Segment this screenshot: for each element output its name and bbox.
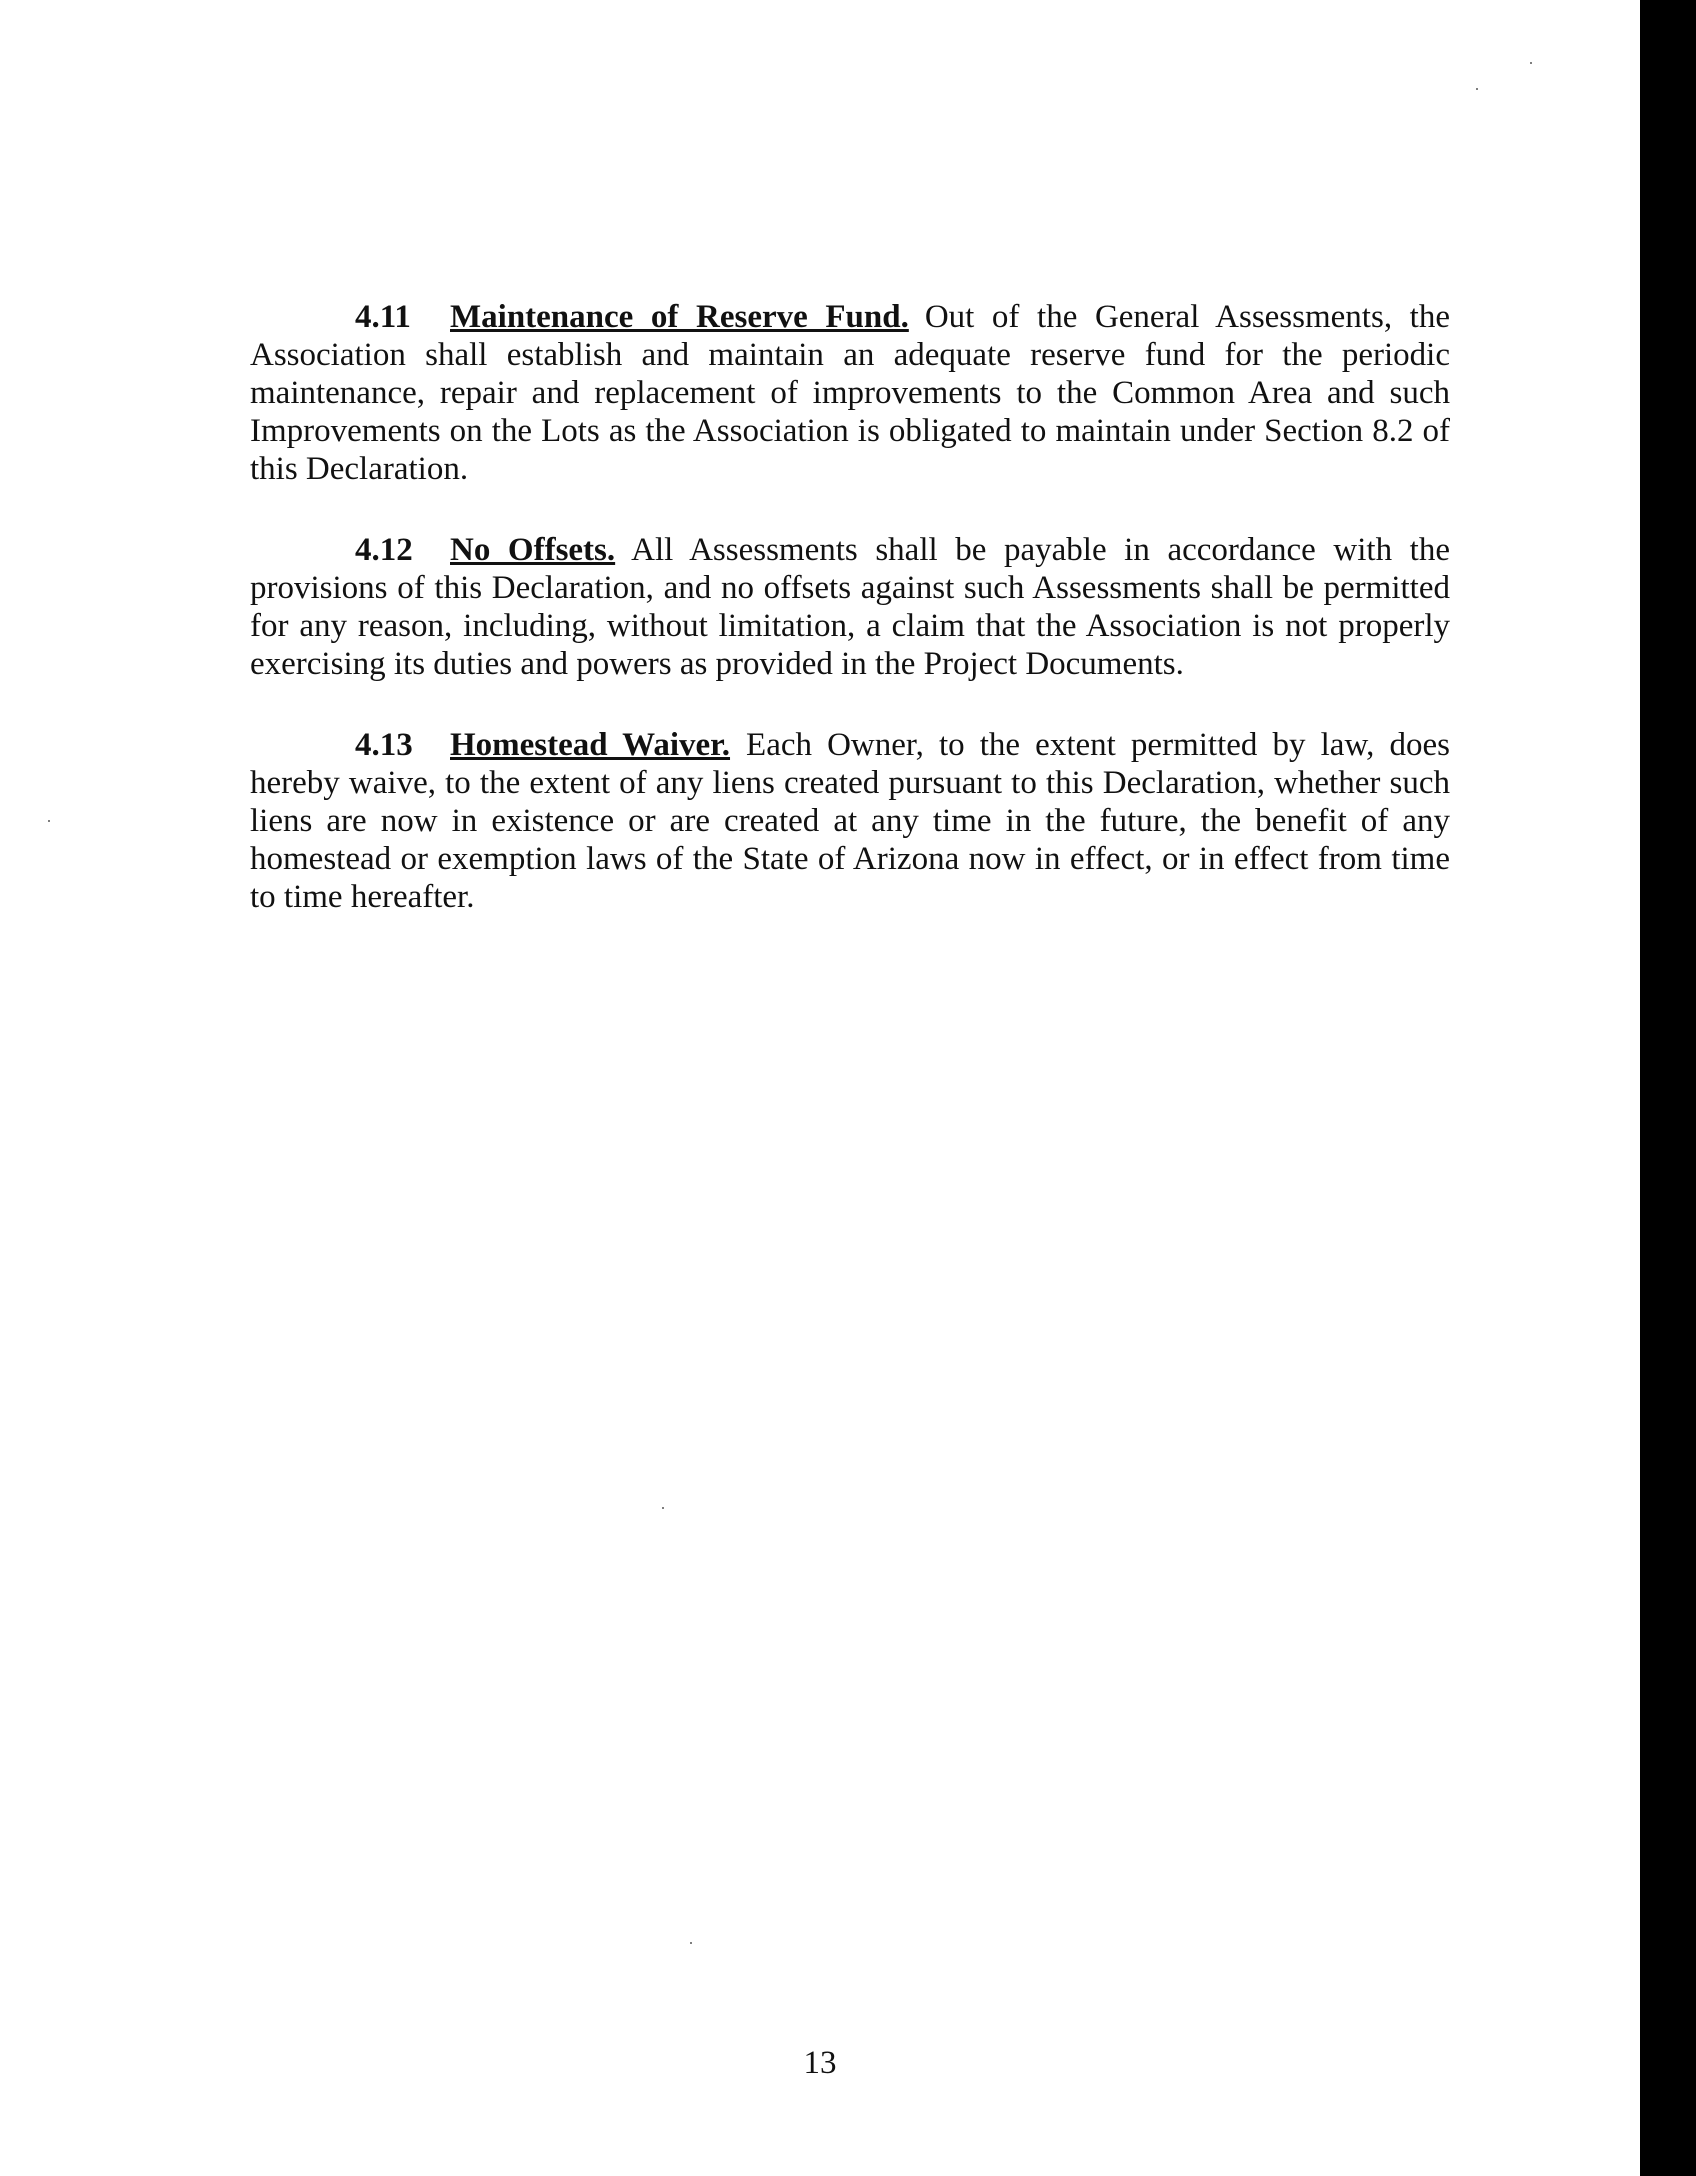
scan-speck (1476, 88, 1478, 90)
section-title: Homestead Waiver. (450, 727, 731, 763)
section-body: Each Owner, to the extent permitted by law, does hereby waive, to the extent of any liens created pursuant to this Declaration, whether such liens are now in existence or are created at any time in the future, the benefit of any homestead or exemption laws of the State of Arizona now in effect, or in effect from time to time hereafter. (250, 727, 1450, 915)
document-page (250, 298, 1450, 959)
scan-speck (662, 1507, 664, 1509)
section-4-11 (250, 298, 1450, 488)
section-number: 4.12 (355, 532, 413, 568)
section-4-12 (250, 531, 1450, 683)
section-number: 4.11 (355, 299, 411, 335)
section-title: No Offsets. (450, 532, 616, 568)
scan-speck (1530, 62, 1532, 64)
section-title: Maintenance of Reserve Fund. (450, 299, 909, 335)
scan-edge-border (1640, 0, 1696, 2176)
section-number: 4.13 (355, 727, 413, 763)
page-number: 13 (803, 2045, 837, 2081)
scan-speck (690, 1942, 692, 1944)
section-body: All Assessments shall be payable in accordance with the provisions of this Declaration, and no offsets against such Assessments shall be permitted for any reason, including, without limitation, a claim that the Association is not properly exercising its duties and powers as provided in the Project Documents. (250, 532, 1450, 682)
section-4-13 (250, 726, 1450, 916)
scan-speck (48, 820, 50, 822)
section-body: Out of the General Assessments, the Association shall establish and maintain an adequate reserve fund for the periodic maintenance, repair and replacement of improvements to the Common Area and such Improvements on the Lots as the Association is obligated to maintain under Section 8.2 of this Declaration. (250, 299, 1450, 487)
